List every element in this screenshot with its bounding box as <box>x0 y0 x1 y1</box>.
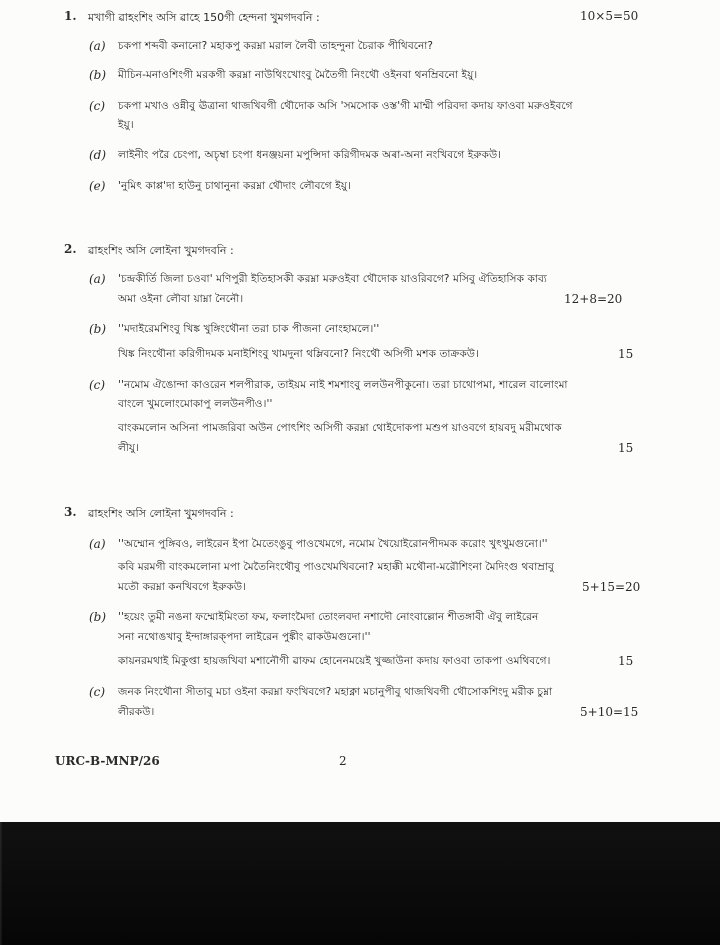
q3b-line-2: সনা নথোঙখাবু ইন্দাঙ্গারক্পদা লাইরেন পুঙ্কীং ৱাকউমগুনো।'' <box>118 631 371 643</box>
q2b-line-2: খিঙ্ক নিংথৌনা করিগীদমক মনাইশিংবু খামদুনা থম্লিবনো? নিংথৌ অসিগী মশক তাক্রকউ। <box>118 348 479 360</box>
q2c-line-1: ''নমোম ঐঙোন্দা কাওরেন শলপীরাক, তাইয়ম নাই শমশাংবু ললউনপীকুনো। তরা চাথোপমা, শারেল বালোংমা <box>118 379 568 391</box>
q1a-label: (a) <box>89 39 106 53</box>
q1c-label: (c) <box>89 99 106 113</box>
q2b-label: (b) <box>89 322 107 336</box>
q1c-line-1: চকপা মখাও ওন্নীবু ঊত্রানা থাজখিবগী থৌদোক অসি 'সমসোক ওস্ত'গী মাম্মী পরিবদা কদায় ফাওবা মরুওইবগে <box>118 100 573 112</box>
q3a-line-1: ''অম্মোন পুঙ্গিবও, লাইরেন ইপা মৈতেংঙুবু পাওখেমগে, নমোম খৈয়োইরোনপীদমক করোং খুৎখুমগুনো।'' <box>118 538 548 550</box>
q2c-line-2: বাংলে খুমলোংমোকাপু ললউনপীও।'' <box>118 398 273 410</box>
question-1-number: 1. <box>64 9 77 23</box>
q1b-label: (b) <box>89 68 107 82</box>
page-number: 2 <box>339 754 347 768</box>
q2c-marks: 15 <box>618 441 634 455</box>
q2a-line-1: 'চন্দ্রকীর্তি জিলা চওবা' মণিপুরী ইতিহাসকী করম্না মরুওইবা থৌদোক য়াওরিবগে? মসিবু ঐতিহাসিক কাব্য <box>118 273 547 285</box>
q3a-marks: 5+15=20 <box>582 580 641 594</box>
q3c-label: (c) <box>89 685 106 699</box>
q2c-line-4: লীযু। <box>118 442 139 454</box>
q2c-label: (c) <box>89 378 106 392</box>
q1b-line-1: মীচিন-মনাওশিংগী মরকগী করম্না নাউথিংখোংবু মৈতৈগী নিংথৌ ওইনবা থনম্রিবনো ইয়ু। <box>118 69 478 81</box>
q1a-line-1: চকপা শব্দবী কনানো? মহাকপু করম্না মরাল লৈবী তাহন্দুনা চৈরাক পীথিবনো? <box>118 40 434 52</box>
question-3-text: ৱাহংশিং অসি লোইনা খুমগদবনি : <box>88 507 234 520</box>
question-1-marks: 10×5=50 <box>580 9 639 23</box>
paper-code: URC-B-MNP/26 <box>55 754 160 768</box>
q1c-line-2: ইয়ু। <box>118 119 134 131</box>
q3b-line-3: কায়নরমথাই মিকুপ্তা হায়জখিবা মশানৌগী ৱাফম হোনেনময়েই খুজ্জাউনা কদায় ফাওবা তাকপা ওমথিবগে। <box>118 655 551 667</box>
q3a-line-3: মতৌ করম্না কনখিবগে ইরুকউ। <box>118 581 246 593</box>
q1d-label: (d) <box>89 148 107 162</box>
q1e-label: (e) <box>89 179 106 193</box>
question-3-number: 3. <box>64 505 77 519</box>
q3c-line-2: লীরকউ। <box>118 706 155 718</box>
q1e-line-1: 'নুমিৎ কাপ্প'দা হাউনু চাথানুনা করম্না থৌদাং লৌবগে ইয়ু। <box>118 180 351 192</box>
q3a-label: (a) <box>89 537 106 551</box>
q2a-label: (a) <box>89 272 106 286</box>
q2a-marks: 12+8=20 <box>564 292 623 306</box>
question-1-text: মখাগী ৱাহংশিং অসি ৱাহে 150গী হেন্দনা খুমগদবনি : <box>88 11 320 24</box>
q2c-line-3: বাংকমলোন অসিনা পামজরিবা অউন পোৎশিং অসিগী করম্না থোইদোকপা মশুপ য়াওবগে হায়বদু মরীমথোক <box>118 422 562 434</box>
q3c-marks: 5+10=15 <box>580 705 639 719</box>
q3b-line-1: ''হয়েং তুমী নঙনা ফম্মোইমিংতা ফম, ফলাংমৈদা তোংলবদা নশাদৌ নোংবাল্লোন শীতঙ্গাবী ঐবু লাইরেন <box>118 611 539 623</box>
q3b-label: (b) <box>89 610 107 624</box>
scan-dark-border <box>0 822 720 945</box>
q2b-marks: 15 <box>618 347 634 361</box>
q1d-line-1: লাইনীং পরৈ চেংপা, অচৃম্বা চংপা ধনঞ্জয়না মপুন্সিদা করিগীদমক অৰা-অনা নংখিবগে ইরুকউ। <box>118 149 502 161</box>
question-2-number: 2. <box>64 242 77 256</box>
q3c-line-1: জনক নিংথৌনা সীতাবু মচা ওইনা করম্না ফংখিবগে? মহাক্না মচানুপীবু থাজখিবগী থৌসোকশিংদু মরীক চুম্না <box>118 686 553 698</box>
q3a-line-2: কবি মরমগী বাংকমলোনা মপা মৈতৈনিংথৌবু পাওখেমখিবনো? মহাক্কী মথৌনা-মরৌশিংনা মৈদিংগু থবাম্রাবু <box>118 561 554 573</box>
q2a-line-2: অমা ওইনা লৌবা য়াম্না নৈনৌ। <box>118 293 244 305</box>
question-2-text: ৱাহংশিং অসি লোইনা খুমগদবনি : <box>88 244 234 257</box>
q2b-line-1: ''মদাইরেমশিংবু খিঙ্ক খুঙ্গিংথৌনা তরা চাক পীজনা নোংহামলে।'' <box>118 323 380 335</box>
q3b-marks: 15 <box>618 654 634 668</box>
